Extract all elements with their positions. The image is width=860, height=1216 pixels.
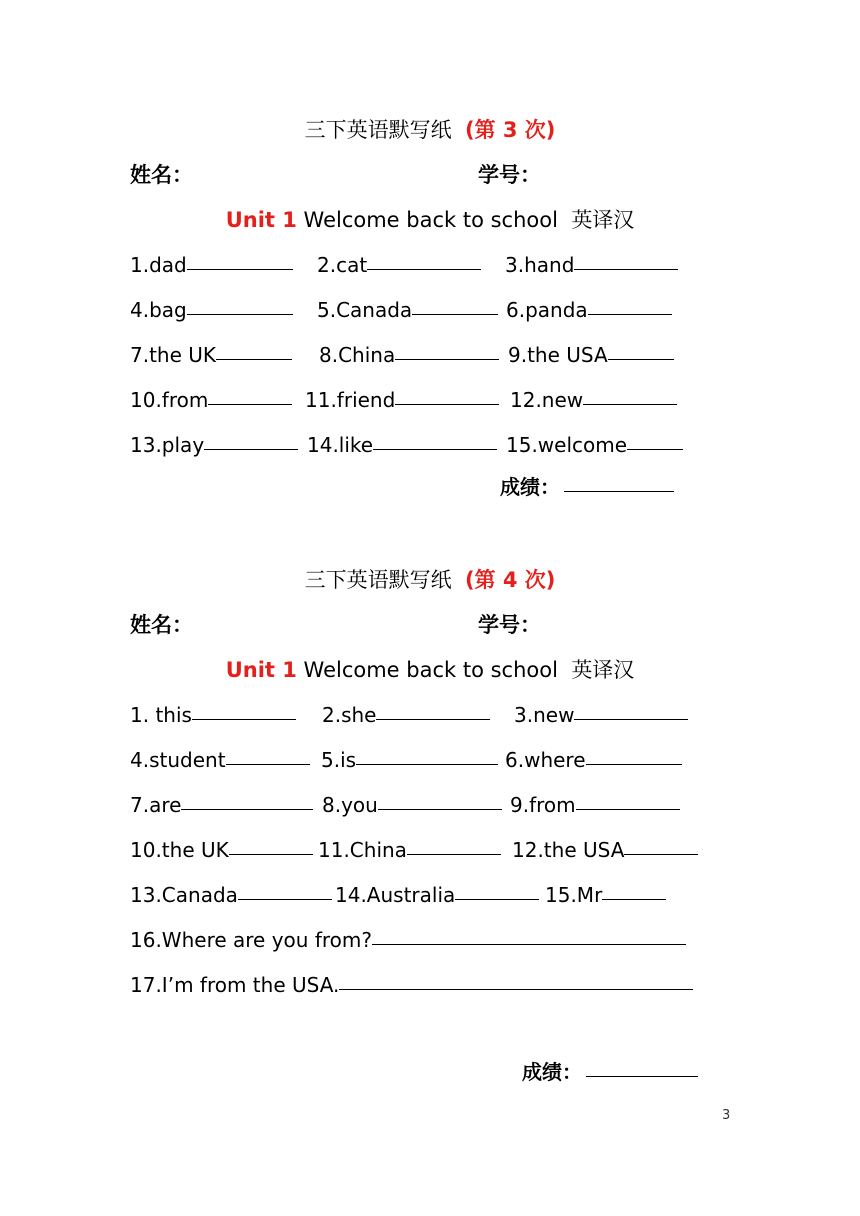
unit-label: Unit 1 [225,208,297,232]
vocab-item [307,423,497,468]
vocab-items [0,243,860,468]
vocab-row [0,873,860,918]
vocab-word: 13.Canada [130,883,238,907]
answer-blank[interactable] [356,763,498,765]
score-label: 成绩： [500,475,560,499]
vocab-row [0,378,860,423]
unit-heading [0,198,860,243]
vocab-item [322,783,502,828]
sentence-row [0,963,860,1008]
answer-blank[interactable] [192,718,296,720]
vocab-word: 15.Mr [545,883,603,907]
sheet-title-main: 三下英语默写纸 [304,118,452,142]
sheet-title-main: 三下英语默写纸 [304,568,452,592]
sheet-title [0,558,860,603]
vocab-item [130,828,313,873]
answer-blank[interactable] [395,358,499,360]
vocab-word: 6.panda [506,298,588,322]
sheet-title [0,108,860,153]
vocab-word: 4.bag [130,298,187,322]
sheet-title-round: (第 4 次) [464,568,556,592]
vocab-item [130,378,292,423]
vocab-item [318,828,501,873]
vocab-item [317,243,481,288]
vocab-word: 5.is [321,748,357,772]
vocab-word: 11.friend [305,388,396,412]
answer-blank[interactable] [576,808,680,810]
vocab-word: 2.she [322,703,377,727]
vocab-word: 9.from [510,793,576,817]
sentence-text: 17.I’m from the USA. [130,973,340,997]
vocab-item [335,873,539,918]
vocab-item [322,693,490,738]
page-number: 3 [722,1108,731,1123]
vocab-row [0,828,860,873]
vocab-item [130,693,296,738]
answer-blank[interactable] [407,853,501,855]
vocab-word: 12.new [510,388,584,412]
answer-blank[interactable] [181,808,313,810]
vocab-item [130,243,293,288]
vocab-word: 3.hand [505,253,575,277]
answer-blank[interactable] [208,403,292,405]
answer-blank[interactable] [226,763,310,765]
vocab-item [506,423,683,468]
vocab-row [0,288,860,333]
answer-blank[interactable] [574,268,678,270]
vocab-item [130,783,313,828]
answer-blank[interactable] [588,313,672,315]
answer-blank[interactable] [373,448,497,450]
name-label: 姓名： [130,163,193,187]
student-info-row [0,153,860,198]
vocab-item [508,333,674,378]
answer-blank[interactable] [238,898,332,900]
answer-blank[interactable] [378,808,502,810]
vocab-word: 10.from [130,388,209,412]
vocab-row [0,783,860,828]
sheet-title-round: (第 3 次) [464,118,556,142]
vocab-word: 11.China [318,838,407,862]
student-id-label: 学号： [478,613,541,637]
vocab-item [505,738,682,783]
vocab-word: 13.play [130,433,205,457]
score-label: 成绩： [522,1060,582,1084]
score-field [522,1050,698,1095]
sentence-text: 16.Where are you from? [130,928,372,952]
vocab-word: 1.dad [130,253,187,277]
unit-mode: 英译汉 [571,208,635,232]
vocab-row [0,738,860,783]
vocab-item [319,333,499,378]
vocab-item [510,783,680,828]
vocab-item [514,693,688,738]
vocab-word: 7.the UK [130,343,217,367]
unit-title: Welcome back to school [303,208,558,232]
sentence-row [0,918,860,963]
answer-blank[interactable] [608,358,674,360]
vocab-item [130,333,292,378]
vocab-word: 4.student [130,748,226,772]
vocab-item [512,828,698,873]
answer-blank[interactable] [367,268,481,270]
answer-blank[interactable] [216,358,292,360]
answer-blank[interactable] [376,718,490,720]
answer-blank[interactable] [187,313,293,315]
answer-blank[interactable] [574,718,688,720]
answer-blank[interactable] [204,448,298,450]
unit-heading [0,648,860,693]
answer-blank[interactable] [372,943,686,945]
answer-blank[interactable] [339,988,693,990]
dictation-sheet-2 [0,558,860,1084]
vocab-row [0,693,860,738]
answer-blank[interactable] [583,403,677,405]
answer-blank[interactable] [586,763,682,765]
vocab-word: 8.you [322,793,378,817]
answer-blank[interactable] [229,853,313,855]
dictation-sheet-1 [0,108,860,499]
sentence-item [130,918,686,963]
answer-blank[interactable] [187,268,293,270]
score-blank[interactable] [564,490,674,492]
vocab-items [0,693,860,1008]
answer-blank[interactable] [627,448,683,450]
vocab-item [130,738,310,783]
vocab-word: 1. this [130,703,192,727]
unit-mode: 英译汉 [571,658,635,682]
vocab-row [0,423,860,468]
answer-blank[interactable] [455,898,539,900]
vocab-item [317,288,498,333]
vocab-word: 10.the UK [130,838,229,862]
answer-blank[interactable] [602,898,666,900]
vocab-word: 9.the USA [508,343,608,367]
score-blank[interactable] [586,1075,698,1077]
unit-title: Welcome back to school [303,658,558,682]
vocab-word: 3.new [514,703,575,727]
vocab-item [506,288,672,333]
vocab-item [130,288,293,333]
vocab-word: 6.where [505,748,586,772]
sentence-item [130,963,693,1008]
answer-blank[interactable] [624,853,698,855]
vocab-word: 14.Australia [335,883,456,907]
vocab-item [510,378,677,423]
student-info-row [0,603,860,648]
vocab-item [545,873,666,918]
score-field [500,465,674,510]
name-label: 姓名： [130,613,193,637]
vocab-item [130,873,332,918]
vocab-row [0,243,860,288]
vocab-word: 2.cat [317,253,368,277]
answer-blank[interactable] [412,313,498,315]
vocab-item [130,423,298,468]
vocab-word: 7.are [130,793,182,817]
vocab-word: 8.China [319,343,396,367]
vocab-word: 15.welcome [506,433,628,457]
student-id-label: 学号： [478,163,541,187]
unit-label: Unit 1 [225,658,297,682]
vocab-word: 12.the USA [512,838,625,862]
vocab-word: 14.like [307,433,374,457]
vocab-item [321,738,498,783]
vocab-row [0,333,860,378]
vocab-word: 5.Canada [317,298,413,322]
vocab-item [305,378,499,423]
answer-blank[interactable] [395,403,499,405]
vocab-item [505,243,678,288]
